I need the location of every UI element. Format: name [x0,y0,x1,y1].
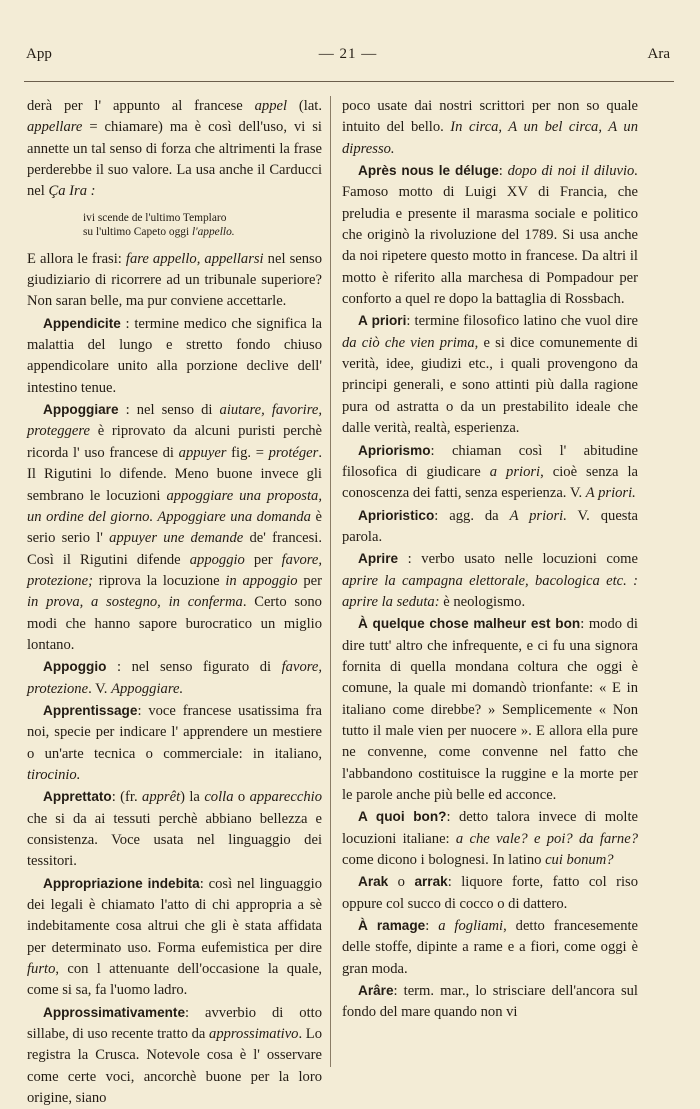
header-rule [24,81,674,82]
entry-appoggio: Appoggio : nel senso figurato di favore, protezione. V. Appoggiare. [27,659,322,697]
entry-apriorismo: Apriorismo: chiaman così l' abitudine filosofica di giudicare a priori, cioè senza la conoscenza dei fatti, senza esperienza. V. A priori. [342,442,638,502]
entry-aprioristico: Aprioristico: agg. da A priori. V. questa parola. [342,507,639,545]
headword: Approssimativamente [43,1004,186,1020]
right-column [342,96,638,1024]
entry-appello-continued: derà per l' appunto al francese appel (lat. appellare = chiamare) ma è così dell'uso, vi si annette un tal senso di forza che altrimenti la frase perderebbe il suo valore. La usa anche il Carducci nel Ça Ira : [27,98,322,200]
entry-appoggiare: Appoggiare : nel senso di aiutare, favorire, proteggere è riprovato da alcuni puristi perchè ricorda l' uso francese di appuyer fig. = protéger. Il Rigutini lo difende. Meno buone invece gli sembrano le locuzioni appoggiare una proposta, un ordine del giorno. Appoggiare una domanda è serio serio l' appuyer une demande de' francesi. Così il Rigutini difende appoggio per favore, protezione; riprova la locuzione in appoggio per in prova, a sostegno, in conferma. Certo sono modi che hanno sapore burocratico un miglio lontano. [27,402,322,653]
headword: Appoggiare [43,402,119,418]
headword: Appropriazione indebita [43,875,200,891]
entry-a-quelque-chose: À quelque chose malheur est bon: modo di dire tutt' altro che infrequente, e ci fu una signora fornita di quella mondana coltura che oggi è comune, la quale mi domandò trionfante: « E in italiano come direbbe? » Semplicemente « Non tutto il male vien per nuocere ». E allora ella pure ne convenne, come convenne nel fatto che l'abbandono costituisce la ruggine e la morte per le parole anche più belle ed acconce. [342,616,638,803]
headword: A quoi bon? [358,809,447,825]
running-head-left: App [26,46,52,62]
headword: Apriorismo [358,442,431,458]
entry-aprire: Aprire : verbo usato nelle locuzioni come aprire la campagna elettorale, bacologica etc. : aprire la seduta: è neologismo. [342,551,638,610]
entry-approssimativamente-continued: poco usate dai nostri scrittori per non so quale intuito del bello. In circa, A un bel circa, A un dipresso. [342,98,638,157]
headword: arrak [414,874,448,890]
carducci-quote: ivi scende de l'ultimo Templaro su l'ultimo Capeto oggi l'appello. [83,211,235,238]
headword: Arak [358,874,389,890]
entry-a-ramage: À ramage: a fogliami, detto francesemente delle stoffe, dipinte a rame e a fiori, come oggi è gran moda. [342,918,639,977]
entry-appello-end: E allora le frasi: fare appello, appellarsi nel senso giudiziario di ricorrere ad un tribunale superiore? Non saran belle, ma pur conviene accettarle. [27,250,322,310]
headword: Appoggio [43,659,107,675]
entry-a-priori: A priori: termine filosofico latino che vuol dire da ciò che vien prima, e si dice comunemente di verità, idee, giudizi etc., i quali provengono da principi generali, e sono attinti più dalla ragione pura od astratta o da un prestabilito ideale che dalle verità, realtà, esperienza. [342,313,638,437]
headword: Appendicite [43,315,121,331]
left-column [27,96,322,1109]
headword: Apprentissage [43,702,138,718]
entry-arare: Arâre: term. mar., lo strisciare dell'ancora sul fondo del mare quando non vi [342,983,638,1021]
entry-approssimativamente: Approssimativamente: avverbio di otto sillabe, di uso recente tratto da approssimativo. Lo registra la Crusca. Notevole cosa è l' osservare come certe voci, ancorchè buone per la loro origine, siano [27,1004,323,1107]
running-head-right: Ara [647,46,670,62]
entry-apres-nous-le-deluge: Après nous le déluge: dopo di noi il diluvio. Famoso motto di Luigi XV di Francia, che preludia e presente il marasma sociale e politico che originò la rivoluzione del 1789. Si usa anche da noi ripetere questo motto in francese. Da altri il motto è riferito alla marchesa di Pompadour per conforto a quel re dopo la battaglia di Rossbach. [342,163,639,308]
headword: À ramage [358,918,426,934]
headword: Aprioristico [358,507,435,523]
headword: Apprettato [43,789,112,805]
headword: À quelque chose malheur est bon [358,616,581,632]
headword: A priori [358,313,407,329]
entry-appropriazione-indebita: Appropriazione indebita: così nel linguaggio dei legali è chiamato l'atto di chi appropria a sè indebitamente cosa altrui che gli è stata affidata per determinato uso. Forma eufemistica per dire furto, con l attenuante dell'occasione la quale, come si sa, fa l'uomo ladro. [27,875,323,999]
column-divider [330,96,331,1067]
entry-apprentissage: Apprentissage: voce francese usatissima fra noi, specie per indicare l' apprendere un mestiere o un'arte tecnica o commerciale: in italiano, tirocinio. [27,702,322,783]
headword: Après nous le déluge [358,163,499,179]
entry-apprettato: Apprettato: (fr. apprêt) la colla o apparecchio che si da ai tessuti perchè abbiano bellezza e consistenza. Voce usata nel linguaggio dei tessitori. [27,789,322,870]
headword: Aprire [358,551,399,567]
entry-arak: Arak o arrak: liquore forte, fatto col riso oppure col succo di cocco o di dattero. [342,874,639,912]
entry-appendicite: Appendicite : termine medico che significa la malattia del lungo e stretto fondo chiuso appendicolare unito alla porzione declive dell' intestino tenue. [27,315,322,396]
entry-a-quoi-bon: A quoi bon?: detto talora invece di molte locuzioni italiane: a che vale? e poi? da farne? come dicono i bolognesi. In latino cui bonum? [342,809,638,869]
headword: Arâre [358,983,394,999]
page-number: — 21 — [318,46,378,62]
running-head [26,46,670,68]
